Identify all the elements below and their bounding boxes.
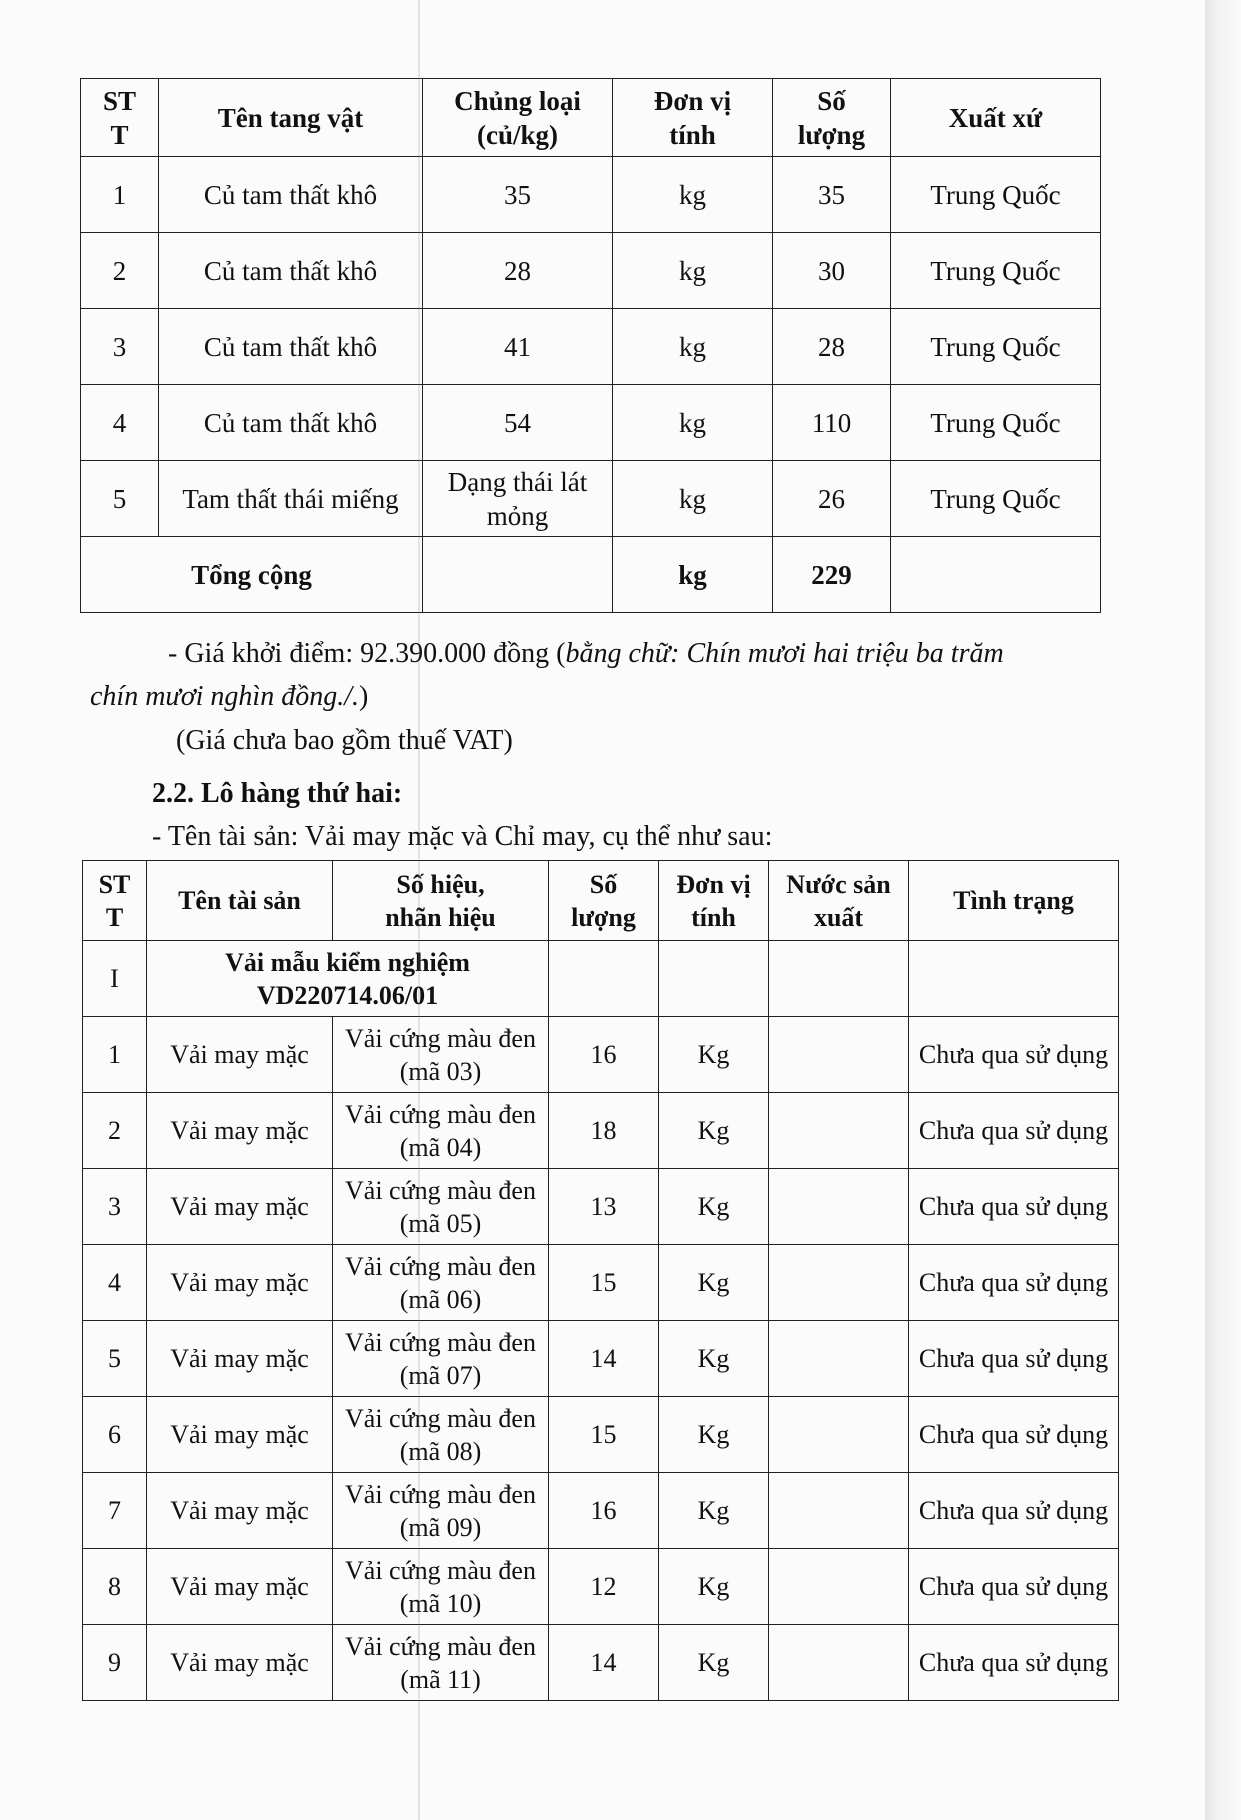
cell-col-stt: 3 xyxy=(81,309,159,385)
price-prefix: - Giá khởi điểm: 92.390.000 đồng ( xyxy=(168,638,566,669)
vat-note: (Giá chưa bao gồm thuế VAT) xyxy=(176,725,513,756)
cell-col-stt: 9 xyxy=(83,1625,147,1701)
table-row xyxy=(83,1169,1119,1245)
page-edge xyxy=(1205,0,1241,1820)
cell-col-item-name: Tam thất thái miếng xyxy=(159,461,423,537)
cell-col-stt: 8 xyxy=(83,1549,147,1625)
cell-col-country xyxy=(769,1017,909,1093)
header-col-code: Số hiệu, nhãn hiệu xyxy=(333,861,549,941)
cell-col-quantity: 14 xyxy=(549,1321,659,1397)
cell-col-country xyxy=(769,1397,909,1473)
cell-col-condition: Chưa qua sử dụng xyxy=(909,1017,1119,1093)
empty-cell xyxy=(769,941,909,1017)
group-label: Vải mẫu kiểm nghiệm VD220714.06/01 xyxy=(147,941,549,1017)
cell-col-condition: Chưa qua sử dụng xyxy=(909,1397,1119,1473)
table-header-row xyxy=(83,861,1119,941)
cell-col-unit: kg xyxy=(613,385,773,461)
cell-col-country xyxy=(769,1169,909,1245)
header-col-stt: ST T xyxy=(81,79,159,157)
cell-col-quantity: 16 xyxy=(549,1473,659,1549)
cell-col-asset-name: Vải may mặc xyxy=(147,1321,333,1397)
total-quantity: 229 xyxy=(773,537,891,613)
header-col-asset-name: Tên tài sản xyxy=(147,861,333,941)
section-heading: 2.2. Lô hàng thứ hai: xyxy=(152,778,403,809)
cell-col-item-name: Củ tam thất khô xyxy=(159,157,423,233)
empty-cell xyxy=(909,941,1119,1017)
cell-col-unit: kg xyxy=(613,309,773,385)
table-row xyxy=(81,157,1101,233)
header-col-unit: Đơn vị tính xyxy=(659,861,769,941)
cell-col-unit: Kg xyxy=(659,1625,769,1701)
cell-col-origin: Trung Quốc xyxy=(891,385,1101,461)
total-empty-cell xyxy=(423,537,613,613)
cell-col-asset-name: Vải may mặc xyxy=(147,1473,333,1549)
cell-col-item-name: Củ tam thất khô xyxy=(159,385,423,461)
cell-col-code: Vải cứng màu đen (mã 06) xyxy=(333,1245,549,1321)
cell-col-stt: 5 xyxy=(81,461,159,537)
price-suffix: ) xyxy=(358,681,369,712)
cell-col-stt: 6 xyxy=(83,1397,147,1473)
cell-col-country xyxy=(769,1549,909,1625)
cell-col-asset-name: Vải may mặc xyxy=(147,1625,333,1701)
cell-col-country xyxy=(769,1245,909,1321)
evidence-table xyxy=(80,78,1101,613)
table-row xyxy=(83,1397,1119,1473)
cell-col-quantity: 110 xyxy=(773,385,891,461)
cell-col-type: Dạng thái lát mỏng xyxy=(423,461,613,537)
empty-cell xyxy=(659,941,769,1017)
cell-col-condition: Chưa qua sử dụng xyxy=(909,1473,1119,1549)
table-row xyxy=(81,309,1101,385)
cell-col-code: Vải cứng màu đen (mã 08) xyxy=(333,1397,549,1473)
price-words-line2: chín mươi nghìn đồng./. xyxy=(90,681,359,712)
cell-col-quantity: 12 xyxy=(549,1549,659,1625)
cell-col-stt: 5 xyxy=(83,1321,147,1397)
cell-col-stt: 2 xyxy=(81,233,159,309)
cell-col-quantity: 28 xyxy=(773,309,891,385)
header-col-stt: ST T xyxy=(83,861,147,941)
cell-col-unit: Kg xyxy=(659,1549,769,1625)
cell-col-origin: Trung Quốc xyxy=(891,309,1101,385)
cell-col-unit: kg xyxy=(613,157,773,233)
cell-col-condition: Chưa qua sử dụng xyxy=(909,1245,1119,1321)
header-col-quantity: Số lượng xyxy=(773,79,891,157)
cell-col-type: 54 xyxy=(423,385,613,461)
cell-col-stt: 1 xyxy=(81,157,159,233)
cell-col-type: 28 xyxy=(423,233,613,309)
cell-col-asset-name: Vải may mặc xyxy=(147,1169,333,1245)
cell-col-origin: Trung Quốc xyxy=(891,461,1101,537)
cell-col-quantity: 30 xyxy=(773,233,891,309)
cell-col-item-name: Củ tam thất khô xyxy=(159,309,423,385)
table-row xyxy=(83,1321,1119,1397)
cell-col-condition: Chưa qua sử dụng xyxy=(909,1169,1119,1245)
table-row xyxy=(81,461,1101,537)
table-header-row xyxy=(81,79,1101,157)
cell-col-stt: 3 xyxy=(83,1169,147,1245)
total-row xyxy=(81,537,1101,613)
cell-col-unit: Kg xyxy=(659,1169,769,1245)
price-words-line2-wrap xyxy=(90,678,368,716)
cell-col-quantity: 14 xyxy=(549,1625,659,1701)
cell-col-unit: Kg xyxy=(659,1473,769,1549)
cell-col-stt: 4 xyxy=(81,385,159,461)
header-col-origin: Xuất xứ xyxy=(891,79,1101,157)
cell-col-code: Vải cứng màu đen (mã 03) xyxy=(333,1017,549,1093)
total-label: Tổng cộng xyxy=(81,537,423,613)
asset-name-line: - Tên tài sản: Vải may mặc và Chỉ may, cụ thể như sau: xyxy=(152,821,773,852)
cell-col-condition: Chưa qua sử dụng xyxy=(909,1625,1119,1701)
cell-col-unit: Kg xyxy=(659,1093,769,1169)
cell-col-origin: Trung Quốc xyxy=(891,157,1101,233)
cell-col-code: Vải cứng màu đen (mã 10) xyxy=(333,1549,549,1625)
cell-col-quantity: 13 xyxy=(549,1169,659,1245)
cell-col-stt: 2 xyxy=(83,1093,147,1169)
header-col-condition: Tình trạng xyxy=(909,861,1119,941)
table-row xyxy=(83,1093,1119,1169)
table-row xyxy=(83,1017,1119,1093)
group-index: I xyxy=(83,941,147,1017)
header-col-country: Nước sản xuất xyxy=(769,861,909,941)
table-row xyxy=(83,1625,1119,1701)
cell-col-stt: 7 xyxy=(83,1473,147,1549)
table-row xyxy=(83,1245,1119,1321)
cell-col-type: 41 xyxy=(423,309,613,385)
cell-col-country xyxy=(769,1321,909,1397)
cell-col-unit: Kg xyxy=(659,1245,769,1321)
cell-col-quantity: 15 xyxy=(549,1245,659,1321)
cell-col-condition: Chưa qua sử dụng xyxy=(909,1321,1119,1397)
cell-col-condition: Chưa qua sử dụng xyxy=(909,1549,1119,1625)
cell-col-unit: kg xyxy=(613,461,773,537)
cell-col-code: Vải cứng màu đen (mã 09) xyxy=(333,1473,549,1549)
cell-col-quantity: 18 xyxy=(549,1093,659,1169)
cell-col-unit: Kg xyxy=(659,1397,769,1473)
header-col-unit: Đơn vị tính xyxy=(613,79,773,157)
page-fold-line xyxy=(418,0,420,1820)
cell-col-quantity: 16 xyxy=(549,1017,659,1093)
table-row xyxy=(83,1473,1119,1549)
cell-col-quantity: 26 xyxy=(773,461,891,537)
header-col-type: Chủng loại (củ/kg) xyxy=(423,79,613,157)
cell-col-asset-name: Vải may mặc xyxy=(147,1397,333,1473)
cell-col-stt: 4 xyxy=(83,1245,147,1321)
cell-col-asset-name: Vải may mặc xyxy=(147,1093,333,1169)
cell-col-code: Vải cứng màu đen (mã 11) xyxy=(333,1625,549,1701)
cell-col-asset-name: Vải may mặc xyxy=(147,1245,333,1321)
group-row xyxy=(83,941,1119,1017)
cell-col-stt: 1 xyxy=(83,1017,147,1093)
empty-cell xyxy=(549,941,659,1017)
cell-col-country xyxy=(769,1093,909,1169)
cell-col-unit: Kg xyxy=(659,1017,769,1093)
total-empty-cell xyxy=(891,537,1101,613)
table-row xyxy=(81,385,1101,461)
cell-col-item-name: Củ tam thất khô xyxy=(159,233,423,309)
header-col-item-name: Tên tang vật xyxy=(159,79,423,157)
cell-col-type: 35 xyxy=(423,157,613,233)
asset-table xyxy=(82,860,1119,1701)
price-words-line1: bằng chữ: Chín mươi hai triệu ba trăm xyxy=(565,638,1004,669)
cell-col-condition: Chưa qua sử dụng xyxy=(909,1093,1119,1169)
table-row xyxy=(81,233,1101,309)
cell-col-unit: kg xyxy=(613,233,773,309)
table-row xyxy=(83,1549,1119,1625)
cell-col-code: Vải cứng màu đen (mã 07) xyxy=(333,1321,549,1397)
total-unit: kg xyxy=(613,537,773,613)
cell-col-unit: Kg xyxy=(659,1321,769,1397)
header-col-quantity: Số lượng xyxy=(549,861,659,941)
cell-col-quantity: 35 xyxy=(773,157,891,233)
cell-col-origin: Trung Quốc xyxy=(891,233,1101,309)
cell-col-asset-name: Vải may mặc xyxy=(147,1017,333,1093)
cell-col-quantity: 15 xyxy=(549,1397,659,1473)
starting-price-line xyxy=(168,635,1004,673)
cell-col-country xyxy=(769,1473,909,1549)
cell-col-country xyxy=(769,1625,909,1701)
cell-col-asset-name: Vải may mặc xyxy=(147,1549,333,1625)
cell-col-code: Vải cứng màu đen (mã 05) xyxy=(333,1169,549,1245)
cell-col-code: Vải cứng màu đen (mã 04) xyxy=(333,1093,549,1169)
